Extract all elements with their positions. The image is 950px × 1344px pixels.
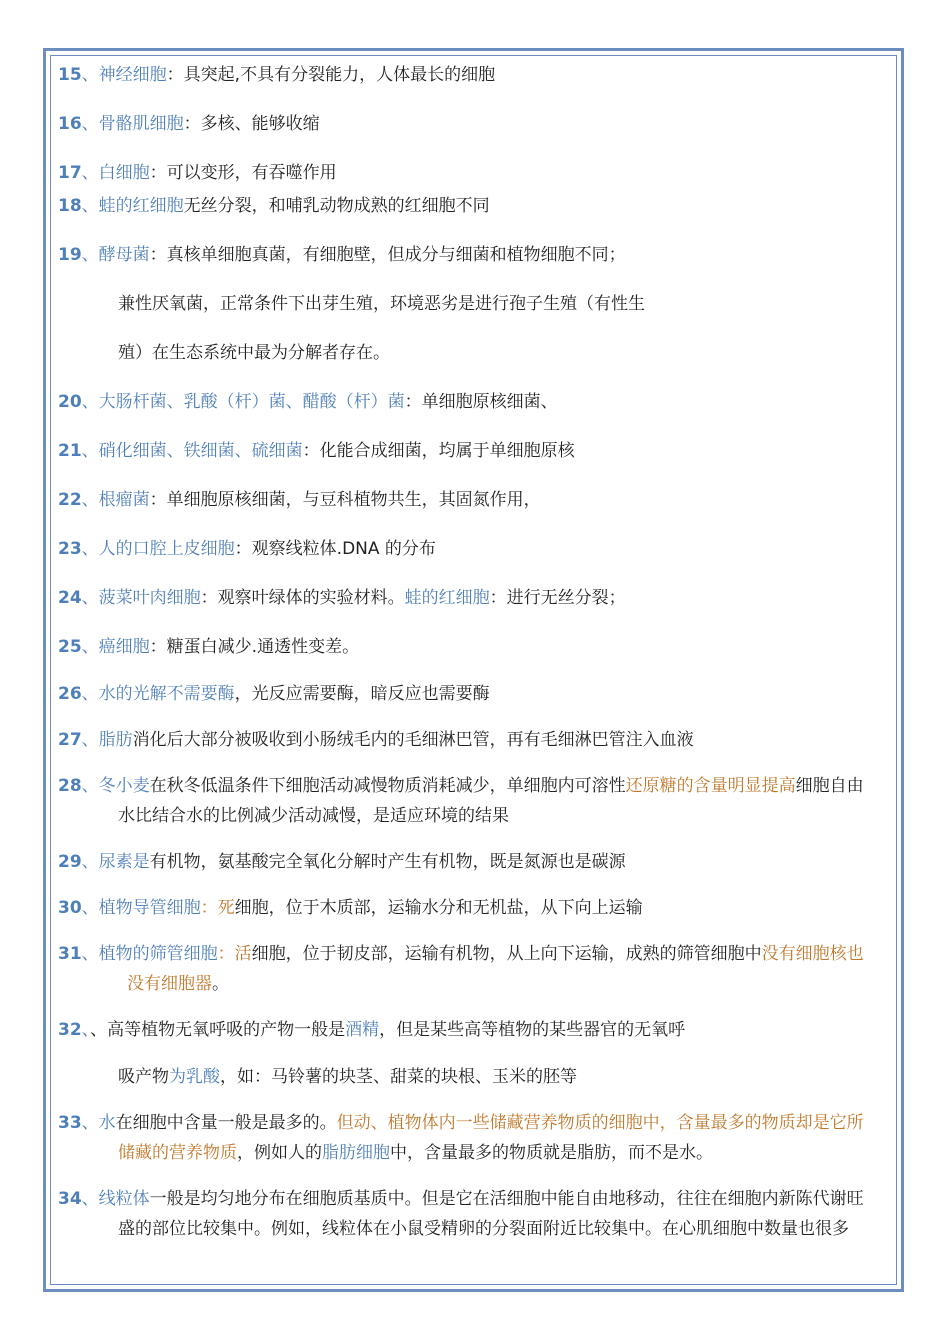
entry-26 — [58, 683, 490, 705]
entry-number: 29 — [58, 852, 82, 872]
entry-text: 吸产物 — [118, 1067, 169, 1087]
entry-term: 人的口腔上皮细胞 — [98, 539, 235, 559]
entry-number: 20 — [58, 392, 82, 412]
separator: 、 — [81, 196, 99, 216]
entry-32 — [58, 1019, 685, 1041]
entry-text: 一般是均匀地分布在细胞质基质中。但是它在活细胞中能自由地移动，往往在细胞内新陈代谢旺 — [149, 1189, 864, 1209]
entry-32-continued — [118, 1066, 577, 1088]
entry-28-continued: 水比结合水的比例减少活动减慢，是适应环境的结果 — [118, 806, 509, 826]
entry-21 — [58, 440, 575, 462]
entry-number: 34 — [58, 1189, 82, 1209]
separator: 、 — [81, 1113, 99, 1133]
entry-term: 脂肪 — [98, 730, 133, 750]
entry-number: 22 — [58, 490, 82, 510]
entry-text: ：多核、能够收缩 — [183, 114, 320, 134]
entry-number: 21 — [58, 441, 82, 461]
entry-term: 酵母菌 — [98, 245, 150, 265]
colon: ： — [217, 944, 235, 964]
entry-28 — [58, 775, 864, 797]
entry-number: 31 — [58, 944, 82, 964]
entry-term: 冬小麦 — [98, 776, 150, 796]
entry-term: 植物导管细胞 — [98, 898, 201, 918]
entry-text-tail: 细胞自由 — [795, 776, 864, 796]
entry-17 — [58, 162, 337, 184]
entry-highlight: 还原糖的含量明显提高 — [625, 776, 796, 796]
separator: 、 — [81, 163, 99, 183]
entry-term: 酒精 — [345, 1020, 380, 1040]
entry-number: 28 — [58, 776, 82, 796]
entry-text-tail: 中，含量最多的物质就是脂肪，而不是水。 — [390, 1143, 713, 1163]
entry-term: 水的光解不需要酶 — [98, 684, 235, 704]
entry-20 — [58, 391, 558, 413]
entry-term: 骨骼肌细胞 — [98, 114, 184, 134]
separator: 、 — [81, 1189, 99, 1209]
entry-22 — [58, 489, 541, 511]
entry-15 — [58, 64, 495, 86]
separator: 、 — [81, 441, 99, 461]
entry-text: ：单细胞原核细菌、 — [404, 392, 558, 412]
entry-31-continued — [127, 973, 229, 995]
entry-34-continued: 盛的部位比较集中。例如，线粒体在小鼠受精卵的分裂面附近比较集中。在心肌细胞中数量也很多 — [118, 1219, 849, 1239]
entry-highlight: 死 — [217, 898, 235, 918]
entry-term: 癌细胞 — [98, 637, 150, 657]
entry-number: 17 — [58, 163, 82, 183]
entry-number: 16 — [58, 114, 82, 134]
entry-text: 细胞，位于韧皮部，运输有机物，从上向下运输，成熟的筛管细胞中 — [251, 944, 762, 964]
entry-number: 23 — [58, 539, 82, 559]
separator: 、 — [81, 898, 99, 918]
separator: 、 — [81, 1020, 91, 1040]
entry-number: 24 — [58, 588, 82, 608]
separator: 、 — [81, 65, 99, 85]
entry-text: ，光反应需要酶，暗反应也需要酶 — [234, 684, 490, 704]
entry-text: ：单细胞原核细菌，与豆科植物共生，其固氮作用， — [149, 490, 541, 510]
entry-text: 。 — [212, 974, 229, 994]
separator: 、 — [81, 539, 99, 559]
entry-text: 无丝分裂，和哺乳动物成熟的红细胞不同 — [183, 196, 490, 216]
entry-text: ：观察线粒体.DNA 的分布 — [234, 539, 436, 559]
separator: 、 — [81, 245, 99, 265]
entry-text: ：糖蛋白减少.通透性变差。 — [149, 637, 360, 657]
entry-term: 水 — [98, 1113, 116, 1133]
entry-text: ：可以变形，有吞噬作用 — [149, 163, 337, 183]
entry-term: 大肠杆菌、乳酸（杆）菌、醋酸（杆）菌 — [98, 392, 405, 412]
entry-text-tail: ，如：马铃薯的块茎、甜菜的块根、玉米的胚等 — [220, 1067, 577, 1087]
entry-33-continued — [118, 1142, 713, 1164]
entry-term: 菠菜叶肉细胞 — [98, 588, 201, 608]
entry-number: 30 — [58, 898, 82, 918]
entry-text: 在细胞中含量一般是最多的。 — [115, 1113, 337, 1133]
entry-number: 25 — [58, 637, 82, 657]
entry-term: 蛙的红细胞 — [98, 196, 184, 216]
entry-18 — [58, 195, 490, 217]
entry-text: ，例如人的 — [237, 1143, 322, 1163]
separator: 、 — [81, 490, 99, 510]
separator: 、 — [81, 852, 99, 872]
separator: 、 — [81, 944, 99, 964]
separator: 、 — [81, 684, 99, 704]
separator: 、 — [81, 730, 99, 750]
entry-text-2: ：进行无丝分裂； — [489, 588, 626, 608]
entry-31 — [58, 943, 864, 965]
entry-19-continued-2: 殖）在生态系统中最为分解者存在。 — [118, 343, 390, 363]
entry-text: ：观察叶绿体的实验材料。 — [200, 588, 405, 608]
entry-highlight: 但动、植物体内一些储藏营养物质的细胞中，含量最多的物质却是它所 — [336, 1113, 864, 1133]
entry-term: 根瘤菌 — [98, 490, 150, 510]
entry-term-2: 蛙的红细胞 — [404, 588, 490, 608]
entry-number: 33 — [58, 1113, 82, 1133]
entry-text: ，但是某些高等植物的某些器官的无氧呼 — [379, 1020, 686, 1040]
entry-number: 26 — [58, 684, 82, 704]
entry-term: 尿素是 — [98, 852, 150, 872]
entry-term: 为乳酸 — [169, 1067, 220, 1087]
entry-highlight-2: 没有细胞核也 — [761, 944, 864, 964]
entry-text: ：真核单细胞真菌，有细胞壁，但成分与细菌和植物细胞不同； — [149, 245, 626, 265]
entry-text: 细胞，位于木质部，运输水分和无机盐，从下向上运输 — [234, 898, 643, 918]
entry-19-continued-1: 兼性厌氧菌，正常条件下出芽生殖，环境恶劣是进行孢子生殖（有性生 — [118, 294, 645, 314]
entry-number: 18 — [58, 196, 82, 216]
separator: 、 — [81, 637, 99, 657]
entry-highlight: 储藏的营养物质 — [118, 1143, 237, 1163]
entry-term: 线粒体 — [98, 1189, 150, 1209]
entry-text: 消化后大部分被吸收到小肠绒毛内的毛细淋巴管，再有毛细淋巴管注入血液 — [132, 730, 694, 750]
page-border-inner — [50, 55, 897, 1285]
entry-highlight: 活 — [234, 944, 252, 964]
entry-16 — [58, 113, 320, 135]
entry-number: 19 — [58, 245, 82, 265]
entry-term: 硝化细菌、铁细菌、硫细菌 — [98, 441, 303, 461]
entry-text: ：具突起,不具有分裂能力，人体最长的细胞 — [166, 65, 496, 85]
entry-term: 植物的筛管细胞 — [98, 944, 218, 964]
entry-text: 有机物，氨基酸完全氧化分解时产生有机物，既是氮源也是碳源 — [149, 852, 626, 872]
entry-number: 32 — [58, 1020, 82, 1040]
entry-term: 白细胞 — [98, 163, 150, 183]
colon: ： — [200, 898, 218, 918]
entry-23 — [58, 538, 436, 560]
entry-33 — [58, 1112, 864, 1134]
entry-24 — [58, 587, 626, 609]
entry-29 — [58, 851, 626, 873]
entry-text: ：化能合成细菌，均属于单细胞原核 — [302, 441, 575, 461]
entry-term: 神经细胞 — [98, 65, 167, 85]
entry-27 — [58, 729, 694, 751]
entry-number: 27 — [58, 730, 82, 750]
separator: 、 — [81, 114, 99, 134]
separator: 、 — [81, 392, 99, 412]
entry-30 — [58, 897, 643, 919]
entry-number: 15 — [58, 65, 82, 85]
separator: 、 — [81, 588, 99, 608]
entry-25 — [58, 636, 359, 658]
entry-text: 在秋冬低温条件下细胞活动减慢物质消耗减少，单细胞内可溶性 — [149, 776, 626, 796]
entry-34 — [58, 1188, 864, 1210]
entry-term: 脂肪细胞 — [322, 1143, 390, 1163]
entry-text-pre: 、高等植物无氧呼吸的产物一般是 — [90, 1020, 346, 1040]
entry-19 — [58, 244, 626, 266]
separator: 、 — [81, 776, 99, 796]
entry-highlight: 没有细胞器 — [127, 974, 212, 994]
